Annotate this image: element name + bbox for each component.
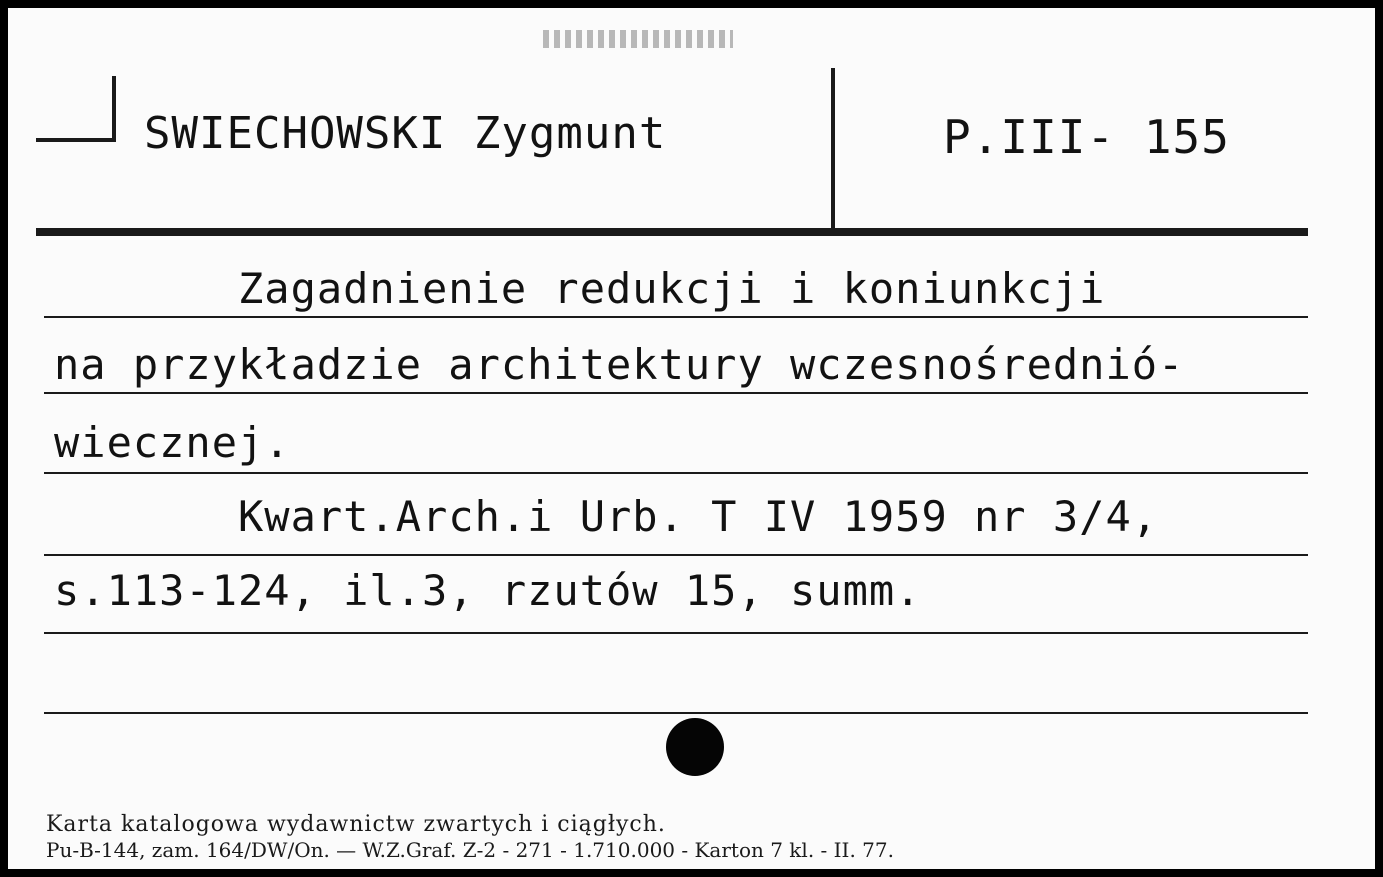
source-line-2: s.113-124, il.3, rzutów 15, summ. xyxy=(54,566,922,615)
title-line-2: na przykładzie architektury wczesnośrednió- xyxy=(54,340,1185,389)
margin-bracket xyxy=(36,138,116,142)
footer-line-2: Pu-B-144, zam. 164/DW/On. — W.Z.Graf. Z-2 - 271 - 1.710.000 - Karton 7 kl. - II. 77. xyxy=(46,838,894,862)
margin-bracket-vertical xyxy=(112,76,116,142)
catalog-card xyxy=(8,8,1375,869)
ruled-line xyxy=(44,554,1308,556)
title-line-1: Zagadnienie redukcji i koniunkcji xyxy=(238,264,1106,313)
ruled-line xyxy=(44,712,1308,714)
ruled-line xyxy=(44,392,1308,394)
header-rule xyxy=(36,228,1308,236)
title-line-3: wiecznej. xyxy=(54,418,291,467)
stamp-smudge xyxy=(543,30,733,48)
source-line-1: Kwart.Arch.i Urb. T IV 1959 nr 3/4, xyxy=(238,492,1159,541)
header-divider xyxy=(831,68,835,228)
card-punch-hole xyxy=(666,718,724,776)
ruled-line xyxy=(44,472,1308,474)
ruled-line xyxy=(44,316,1308,318)
call-number: P.III- 155 xyxy=(943,110,1230,164)
author-name: SWIECHOWSKI Zygmunt xyxy=(144,108,667,159)
ruled-line xyxy=(44,632,1308,634)
footer-line-1: Karta katalogowa wydawnictw zwartych i ciągłych. xyxy=(46,812,666,837)
